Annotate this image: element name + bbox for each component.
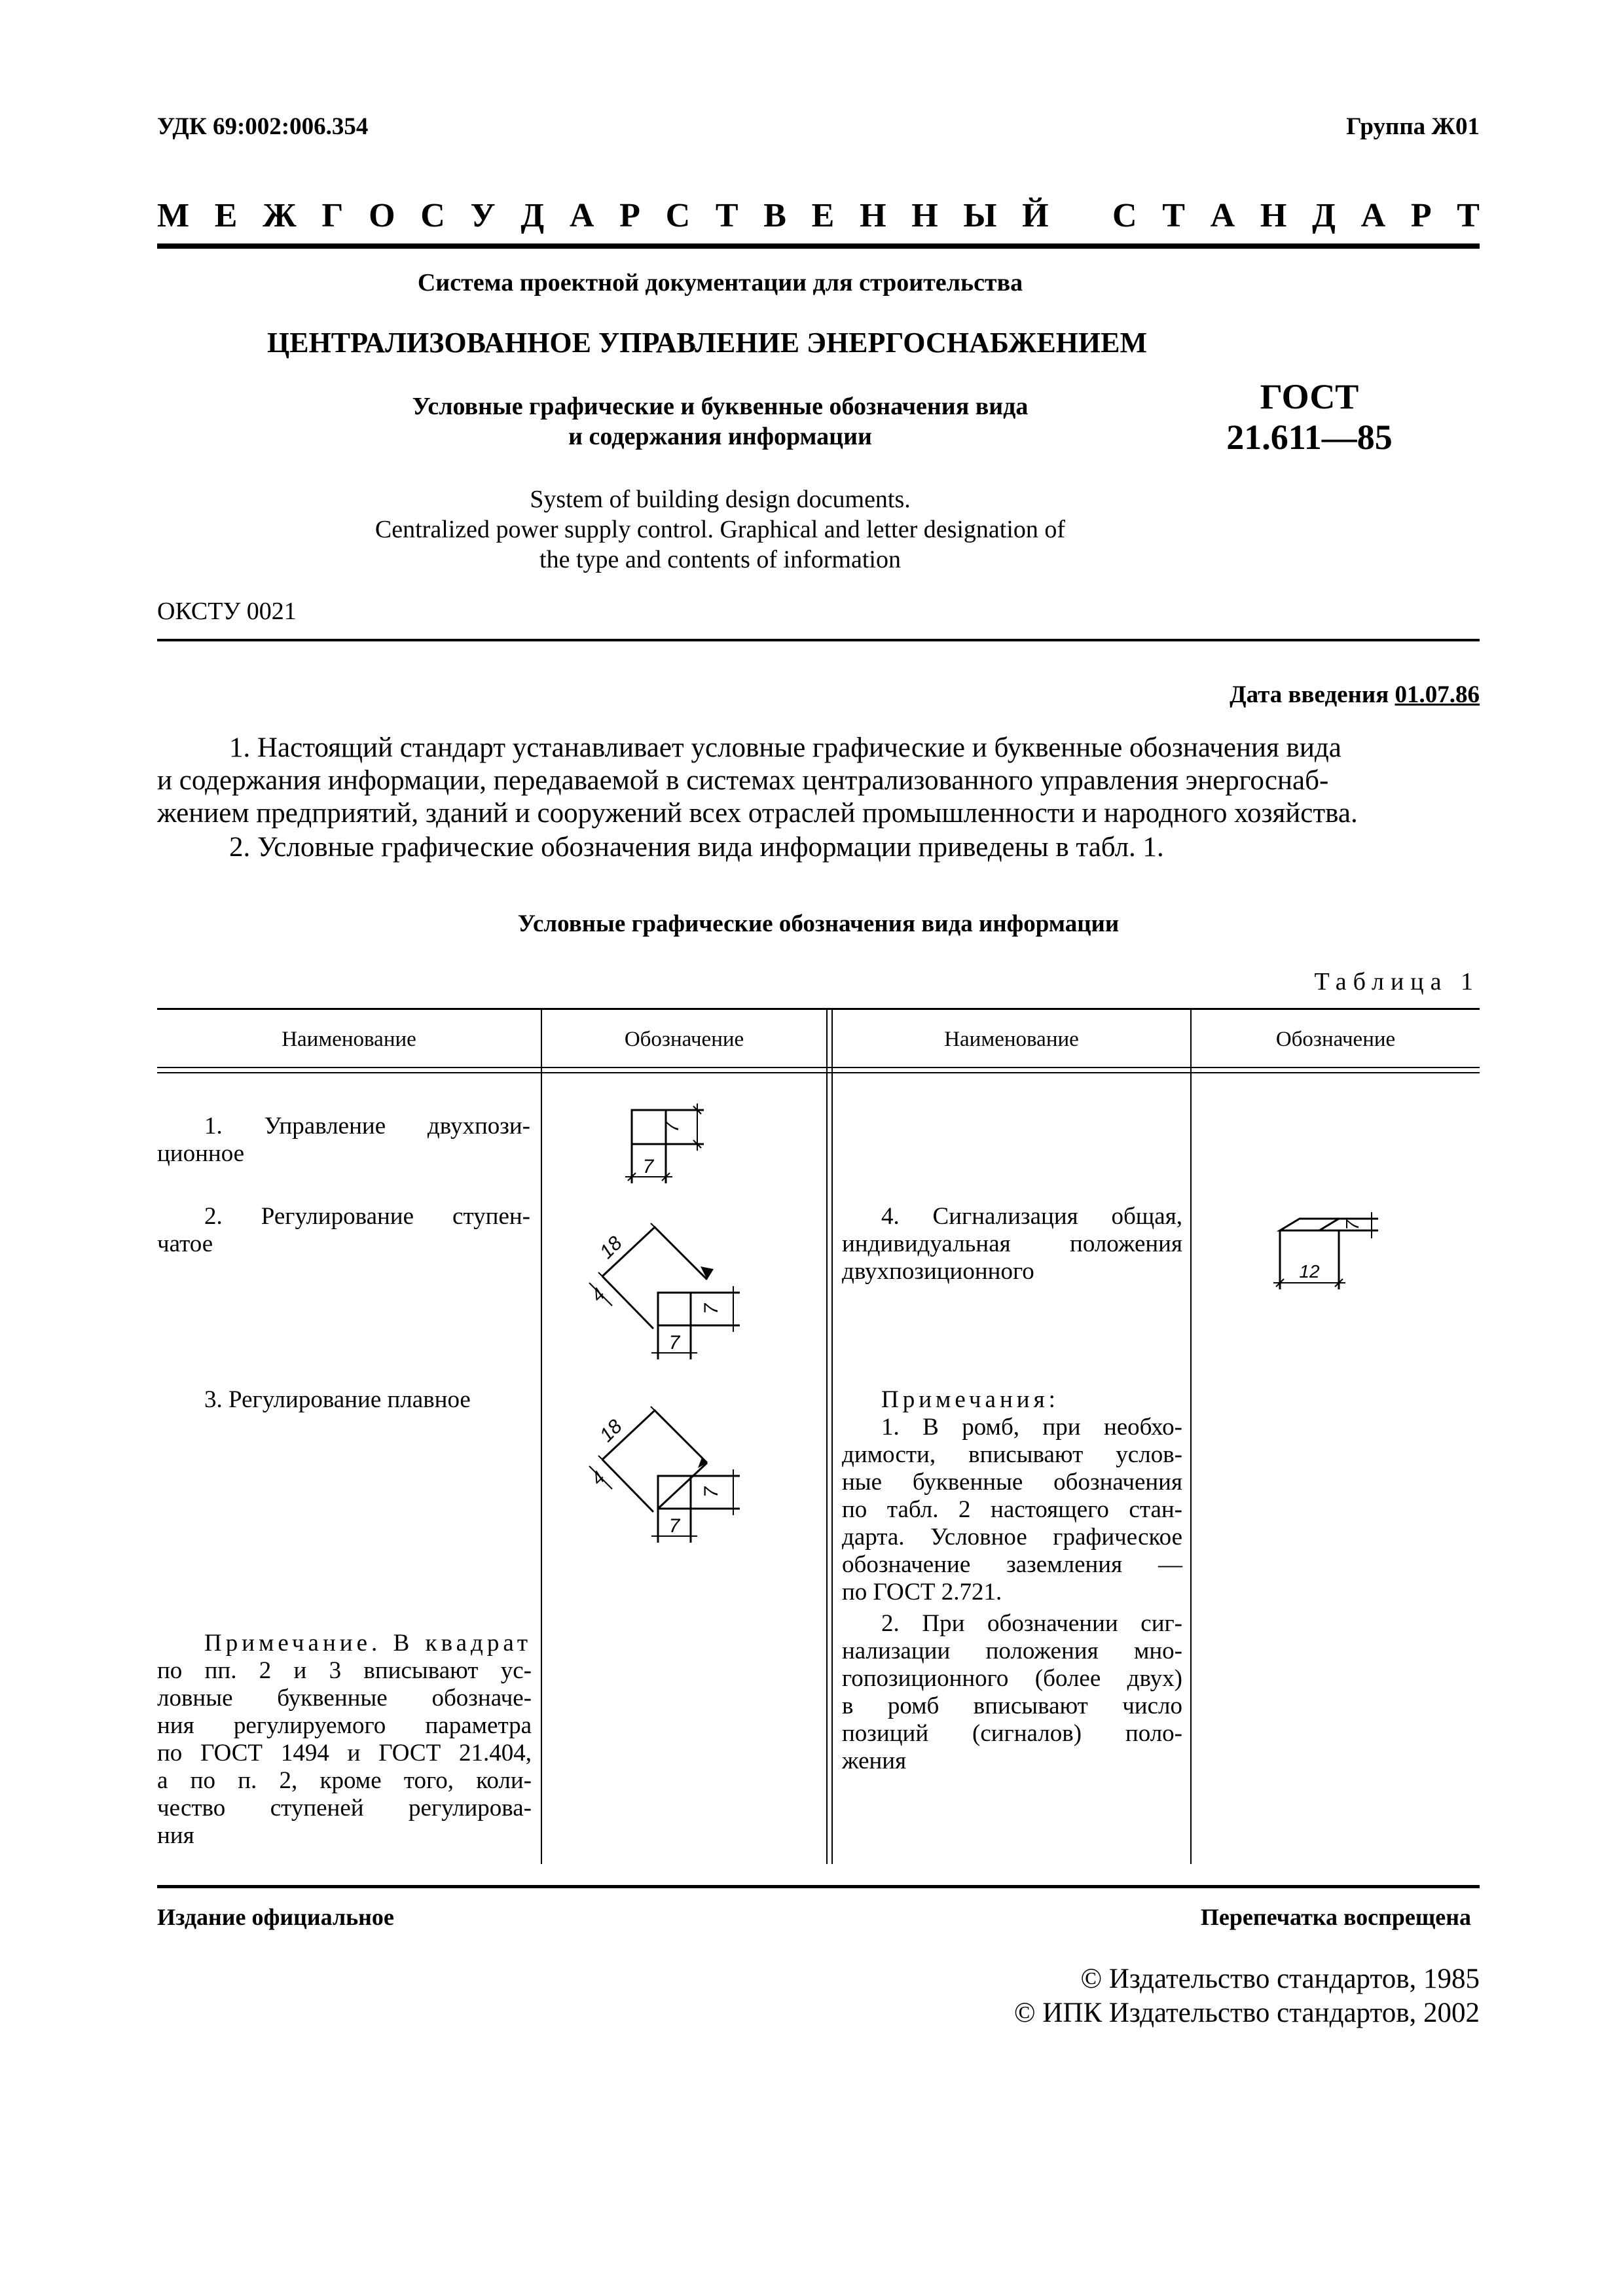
copyright-line: © ИПК Издательство стандартов, 2002	[1013, 1998, 1480, 2028]
table-caption: Условные графические обозначения вида информации	[517, 910, 1120, 937]
column-header: Наименование	[282, 1028, 416, 1051]
dim-seven: 7	[1342, 1220, 1362, 1230]
note-line: ния	[157, 1822, 194, 1849]
banner-letter: Р	[619, 197, 640, 234]
english-title	[196, 484, 1244, 575]
banner-letter: Ы	[963, 197, 997, 234]
gost-designation	[1172, 376, 1447, 457]
note-line	[157, 1630, 532, 1657]
banner-letter: Ж	[263, 197, 297, 234]
note-line: ные буквенные обозначения	[842, 1469, 1182, 1496]
english-title-line: Centralized power supply control. Graphical and letter designation of	[374, 516, 1066, 543]
column-rule	[826, 1008, 828, 1864]
banner-letter: С	[1112, 197, 1137, 234]
paragraph-line: и содержания информации, передаваемой в системах централизованного управления энергоснаб-	[157, 765, 1329, 796]
dim-seven: 7	[701, 1486, 722, 1498]
note-line: по табл. 2 настоящего стан-	[842, 1496, 1182, 1523]
row-text-line: чатое	[157, 1230, 213, 1257]
banner-letter: А	[1360, 197, 1386, 234]
banner-letter: А	[569, 197, 594, 234]
banner-letter: Й	[1022, 197, 1049, 234]
note-line: жения	[842, 1748, 907, 1774]
dim-seven: 7	[668, 1332, 680, 1354]
table-row	[157, 1113, 530, 1168]
note-line: по пп. 2 и 3 вписывают ус-	[157, 1657, 532, 1684]
row-text-line: ционное	[157, 1140, 245, 1167]
table-row: 3. Регулирование плавное	[204, 1386, 471, 1413]
banner-letter: О	[369, 197, 395, 234]
dim-eighteen: 18	[595, 1232, 627, 1263]
note-line: а по п. 2, кроме того, коли-	[157, 1767, 532, 1794]
dim-seven: 7	[642, 1156, 654, 1177]
udk-code: УДК 69:002:006.354	[157, 113, 369, 140]
banner-letter: М	[157, 197, 190, 234]
banner-letter: А	[1210, 197, 1235, 234]
left-note	[157, 1630, 532, 1850]
banner-letter: Т	[1457, 197, 1480, 234]
introduction-date	[1230, 681, 1480, 709]
signaling-rhombus-symbol	[1264, 1198, 1395, 1296]
banner-letter: Д	[520, 197, 545, 234]
dim-four: 4	[587, 1283, 609, 1306]
banner-letter: Т	[1162, 197, 1185, 234]
banner-letter: Е	[811, 197, 835, 234]
official-edition: Издание официальное	[157, 1904, 394, 1930]
main-title: ЦЕНТРАЛИЗОВАННОЕ УПРАВЛЕНИЕ ЭНЕРГОСНАБЖЕНИЕМ	[266, 327, 1148, 359]
banner-letter: Г	[321, 197, 344, 234]
banner-letter: С	[420, 197, 445, 234]
standard-banner	[157, 196, 1480, 236]
paragraph-line: жением предприятий, зданий и сооружений всех отраслей промышленности и народного хозяйства.	[157, 798, 1358, 829]
banner-letter: В	[763, 197, 786, 234]
note-line: дарта. Условное графическое	[842, 1524, 1182, 1551]
date-label: Дата введения	[1230, 681, 1389, 708]
banner-letter: Р	[1410, 197, 1432, 234]
banner-letter: Н	[860, 197, 886, 234]
banner-letter: Т	[715, 197, 739, 234]
dim-seven: 7	[668, 1515, 680, 1537]
column-header: Обозначение	[624, 1028, 744, 1051]
dim-seven: 7	[701, 1303, 722, 1315]
column-rule	[831, 1008, 833, 1864]
note-line: ловные буквенные обозначе-	[157, 1685, 532, 1712]
date-value: 01.07.86	[1395, 681, 1480, 708]
okstu-code: ОКСТУ 0021	[157, 598, 297, 625]
dim-twelve: 12	[1299, 1261, 1320, 1282]
note-line: димости, вписывают услов-	[842, 1441, 1182, 1468]
subtitle-line: и содержания информации	[568, 423, 872, 450]
dim-seven: 7	[661, 1121, 683, 1133]
gost-label: ГОСТ	[1260, 377, 1359, 416]
english-title-line: the type and contents of information	[539, 546, 901, 573]
table-top-rule	[157, 1008, 1480, 1010]
banner-rule	[157, 243, 1480, 249]
group-code: Группа Ж01	[1346, 113, 1480, 140]
row-text-line: двухпозиционного	[842, 1258, 1034, 1285]
dim-eighteen: 18	[595, 1415, 627, 1446]
note-line: обозначение заземления —	[842, 1551, 1182, 1578]
banner-letter: Д	[1312, 197, 1336, 234]
subtitle-line: Условные графические и буквенные обозначения вида	[412, 393, 1029, 420]
footer-rule	[157, 1885, 1480, 1888]
copyright-line: © Издательство стандартов, 1985	[1080, 1964, 1480, 1994]
banner-letter	[1074, 196, 1087, 236]
header-rule	[157, 1067, 1480, 1068]
note-line-text: Примечание. В квадрат	[204, 1630, 532, 1657]
banner-letter: Н	[1260, 197, 1287, 234]
notes-title: Примечания:	[881, 1386, 1059, 1413]
banner-letter: Н	[911, 197, 938, 234]
subtitle	[196, 391, 1244, 452]
note-line: позиций (сигналов) поло-	[842, 1720, 1182, 1747]
smooth-regulation-symbol	[576, 1397, 766, 1548]
note-line: ния регулируемого параметра	[157, 1712, 532, 1739]
note-line: по ГОСТ 2.721.	[842, 1579, 1002, 1605]
column-header: Обозначение	[1275, 1028, 1396, 1051]
table-row	[157, 1203, 530, 1258]
banner-letter: Е	[214, 197, 238, 234]
right-notes	[842, 1386, 1182, 1775]
row-text-line: 1. Управление двухпози-	[204, 1113, 530, 1139]
row-text-line: 4. Сигнализация общая,	[881, 1203, 1182, 1230]
header-rule	[157, 1072, 1480, 1073]
column-rule	[1190, 1008, 1192, 1864]
paragraph-line: 1. Настоящий стандарт устанавливает условные графические и буквенные обозначения вида	[229, 732, 1341, 763]
note-line: в ромб вписывают число	[842, 1693, 1182, 1719]
paragraph-2: 2. Условные графические обозначения вида информации приведены в табл. 1.	[229, 832, 1164, 863]
paragraph-1	[157, 732, 1480, 830]
row-text-line: 2. Регулирование ступен-	[204, 1203, 530, 1230]
banner-letter: С	[665, 197, 691, 234]
note-line: 1. В ромб, при необхо-	[881, 1414, 1182, 1441]
reprint-prohibited: Перепечатка воспрещена	[1200, 1904, 1471, 1930]
gost-number: 21.611—85	[1226, 418, 1393, 457]
note-line: чество ступеней регулирова-	[157, 1795, 532, 1821]
note-line: 2. При обозначении сиг-	[881, 1610, 1182, 1637]
banner-letter: У	[470, 197, 496, 234]
row-text-line: индивидуальная положения	[842, 1230, 1182, 1257]
column-header: Наименование	[944, 1028, 1079, 1051]
note-line: гопозиционного (более двух)	[842, 1665, 1182, 1692]
note-line: по ГОСТ 1494 и ГОСТ 21.404,	[157, 1740, 532, 1767]
copyright	[1014, 1962, 1480, 2030]
english-title-line: System of building design documents.	[530, 486, 911, 513]
table-number: Таблица 1	[1314, 968, 1480, 996]
column-rule	[541, 1008, 542, 1864]
step-regulation-symbol	[576, 1214, 766, 1365]
dim-four: 4	[587, 1467, 609, 1489]
system-title: Система проектной документации для строительства	[417, 269, 1023, 296]
two-position-control-symbol	[615, 1100, 733, 1191]
table-row	[842, 1203, 1182, 1285]
note-line: нализации положения мно-	[842, 1638, 1182, 1664]
title-rule	[157, 639, 1480, 641]
